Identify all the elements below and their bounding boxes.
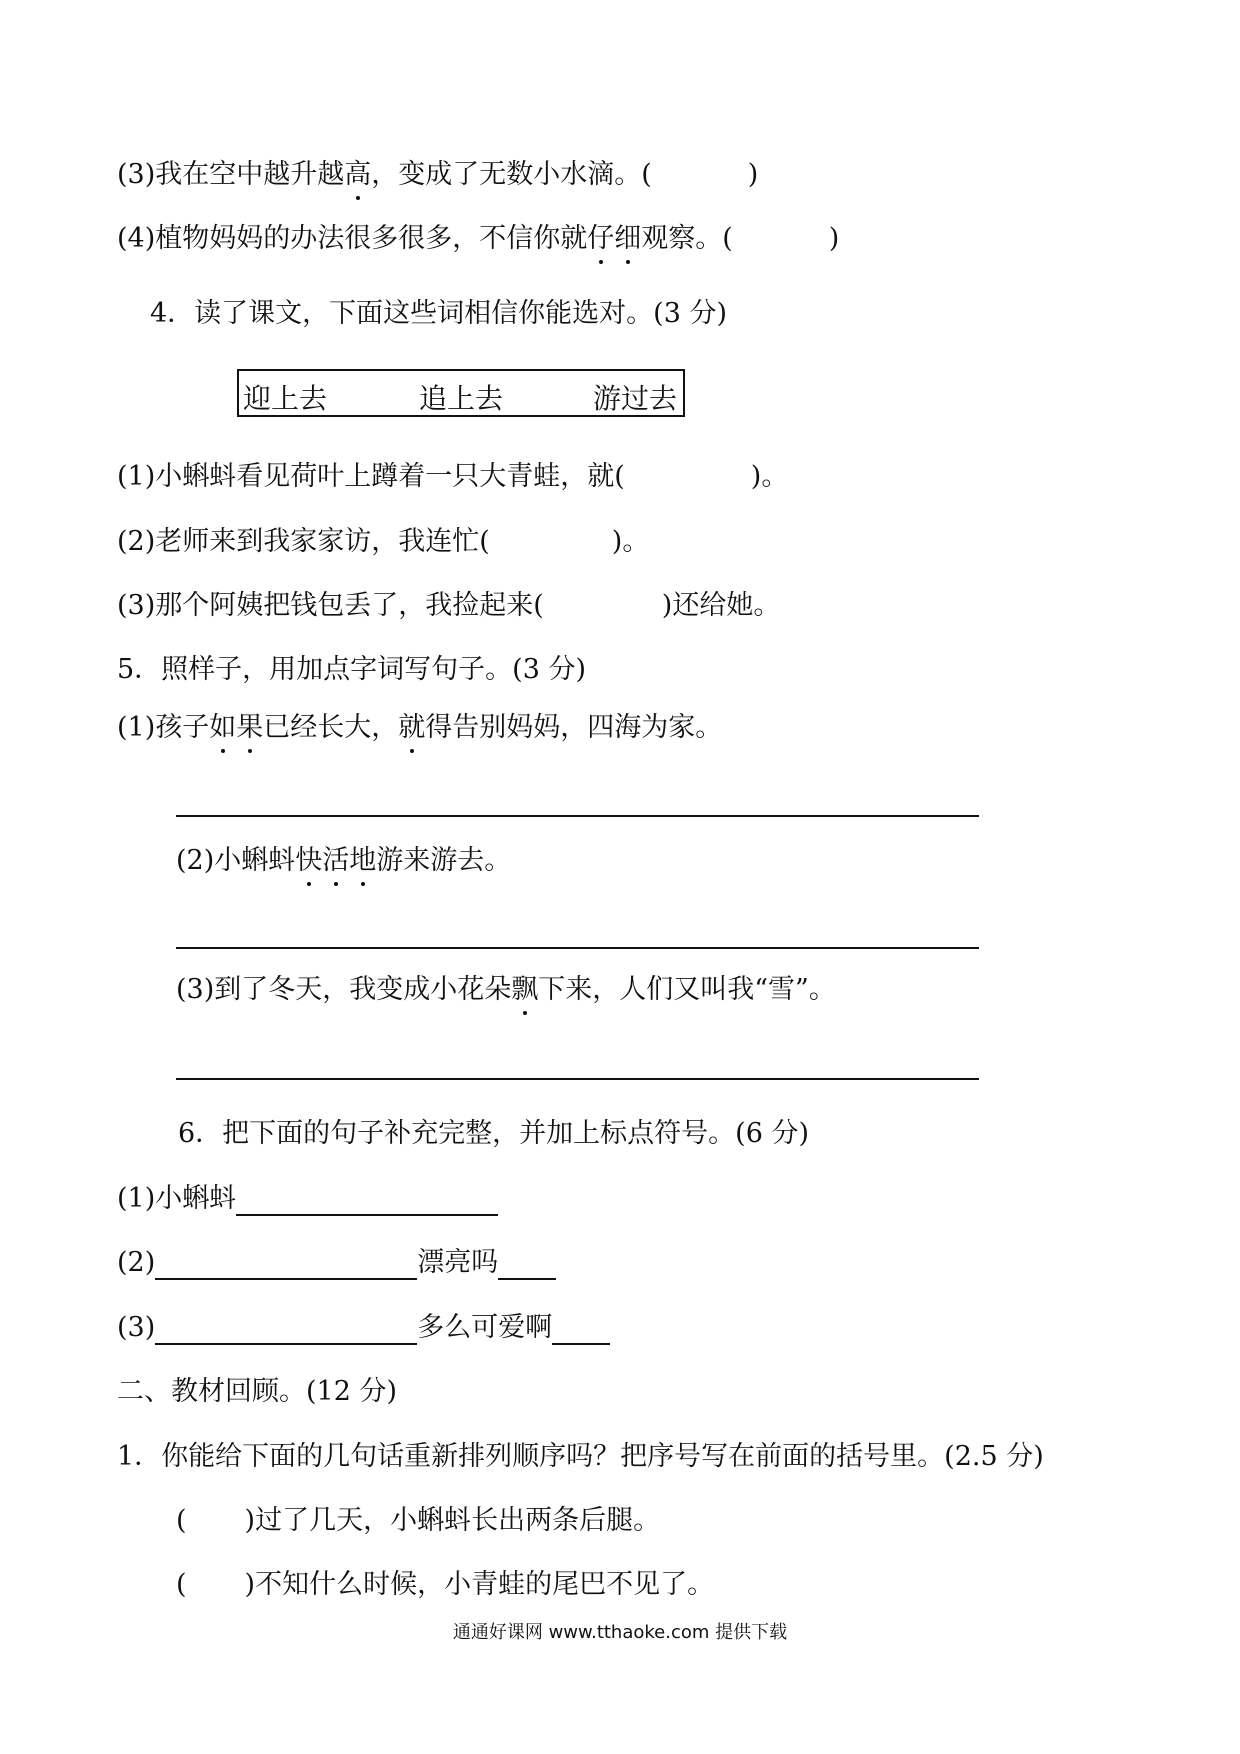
text: (1)小蝌蚪看见荷叶上蹲着一只大青蛙，就( bbox=[117, 461, 625, 492]
text: (3)到了冬天，我变成小花朵 bbox=[176, 974, 512, 1005]
word-choice-box bbox=[237, 369, 685, 417]
dotted-char: 高 bbox=[344, 159, 372, 190]
text: )。 bbox=[611, 526, 650, 557]
sentence-5-2 bbox=[176, 844, 511, 878]
dotted-char: 仔 bbox=[587, 223, 615, 254]
text: 多么可爱啊 bbox=[417, 1312, 553, 1343]
answer-line-5-1[interactable] bbox=[176, 815, 979, 817]
sentence-3-4 bbox=[117, 222, 839, 256]
dotted-char: 果 bbox=[236, 712, 264, 743]
text: (3)我在空中越升越 bbox=[117, 159, 345, 190]
text: ) bbox=[244, 1569, 256, 1600]
text: 不知什么时候，小青蛙的尾巴不见了。 bbox=[255, 1569, 715, 1600]
sentence-4-1 bbox=[117, 460, 788, 494]
word-3: 游过去 bbox=[593, 382, 678, 415]
word-1: 迎上去 bbox=[243, 382, 328, 415]
dotted-char: 地 bbox=[349, 845, 377, 876]
text: (3) bbox=[117, 1312, 156, 1343]
text: ，变成了无数小水滴。( bbox=[371, 159, 652, 190]
sentence-3-3 bbox=[117, 158, 758, 192]
part-2-question-1-title: 1．你能给下面的几句话重新排列顺序吗？把序号写在前面的括号里。(2.5 分) bbox=[117, 1441, 1044, 1472]
sentence-5-3 bbox=[176, 973, 836, 1007]
sentence-6-2 bbox=[117, 1246, 556, 1280]
text: (3)那个阿姨把钱包丢了，我捡起来( bbox=[117, 590, 544, 621]
text: (1)孩子 bbox=[117, 712, 210, 743]
text: ( bbox=[176, 1505, 187, 1536]
text: (2)小蝌蚪 bbox=[176, 845, 296, 876]
order-item-b bbox=[176, 1568, 714, 1602]
text: (1)小蝌蚪 bbox=[117, 1183, 237, 1214]
fill-blank[interactable] bbox=[155, 1250, 417, 1280]
sentence-4-3 bbox=[117, 589, 780, 623]
question-4-title: 4．读了课文，下面这些词相信你能选对。(3 分) bbox=[150, 298, 728, 329]
sentence-5-1 bbox=[117, 711, 722, 745]
text: ) bbox=[244, 1505, 256, 1536]
punctuation-blank[interactable] bbox=[552, 1315, 610, 1345]
text: )还给她。 bbox=[661, 590, 781, 621]
sentence-6-3 bbox=[117, 1311, 610, 1345]
question-5-title: 5．照样子，用加点字词写句子。(3 分) bbox=[117, 654, 587, 685]
dotted-char: 活 bbox=[322, 845, 350, 876]
answer-line-5-2[interactable] bbox=[176, 947, 979, 949]
text: ( bbox=[176, 1569, 187, 1600]
dotted-char: 快 bbox=[295, 845, 323, 876]
order-item-a bbox=[176, 1504, 660, 1538]
text: 得告别妈妈，四海为家。 bbox=[425, 712, 723, 743]
dotted-char: 如 bbox=[209, 712, 237, 743]
fill-blank[interactable] bbox=[155, 1315, 417, 1345]
text: (2)老师来到我家家访，我连忙( bbox=[117, 526, 490, 557]
dotted-char: 就 bbox=[398, 712, 426, 743]
word-2: 追上去 bbox=[419, 382, 504, 415]
fill-blank[interactable] bbox=[236, 1186, 498, 1216]
text: 观察。( bbox=[641, 223, 733, 254]
sentence-6-1 bbox=[117, 1182, 498, 1216]
footer-source: 通通好课网 www.tthaoke.com 提供下载 bbox=[452, 1622, 788, 1643]
part-2-title: 二、教材回顾。(12 分) bbox=[117, 1376, 398, 1407]
question-6-title: 6．把下面的句子补充完整，并加上标点符号。(6 分) bbox=[178, 1118, 810, 1149]
text: (2) bbox=[117, 1247, 156, 1278]
text: )。 bbox=[750, 461, 789, 492]
dotted-char: 飘 bbox=[511, 974, 539, 1005]
text: 已经长大， bbox=[263, 712, 399, 743]
text: ) bbox=[747, 159, 759, 190]
text: 下来，人们又叫我“雪”。 bbox=[538, 974, 836, 1005]
text: 漂亮吗 bbox=[417, 1247, 499, 1278]
text: 游来游去。 bbox=[376, 845, 512, 876]
text: 过了几天，小蝌蚪长出两条后腿。 bbox=[255, 1505, 661, 1536]
sentence-4-2 bbox=[117, 525, 649, 559]
dotted-char: 细 bbox=[614, 223, 642, 254]
answer-line-5-3[interactable] bbox=[176, 1078, 979, 1080]
text: ) bbox=[828, 223, 840, 254]
punctuation-blank[interactable] bbox=[498, 1250, 556, 1280]
text: (4)植物妈妈的办法很多很多，不信你就 bbox=[117, 223, 588, 254]
